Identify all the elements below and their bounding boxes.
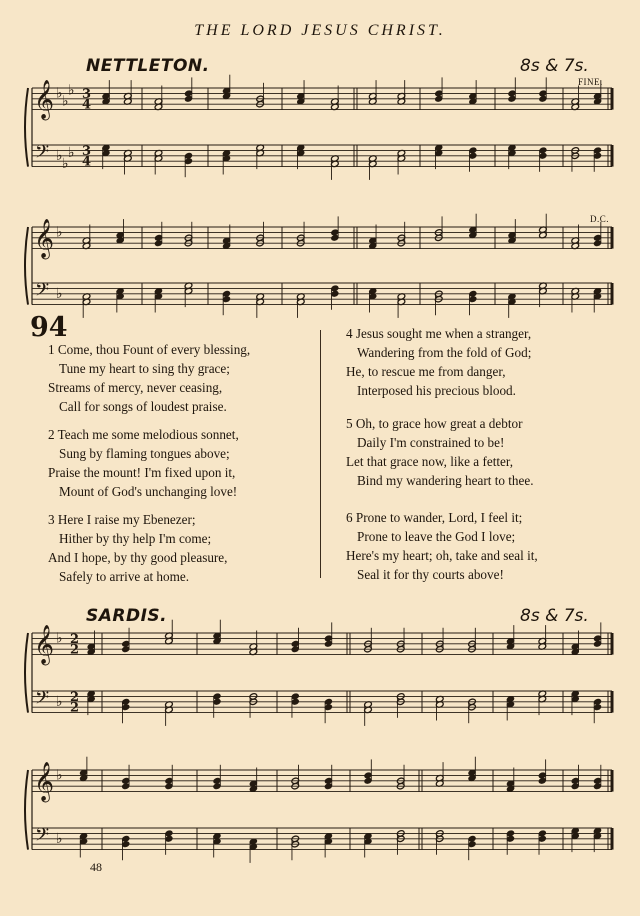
verse-line: 2 Teach me some melodious sonnet, [48, 427, 239, 442]
verse-line: 6 Prone to wander, Lord, I feel it; [346, 510, 523, 525]
verse-line: 5 Oh, to grace how great a debtor [346, 416, 523, 431]
time-signature: 2 [70, 700, 80, 716]
flat-icon: ♭ [56, 85, 63, 102]
time-signature: 3 [82, 143, 92, 159]
flat-icon: ♭ [62, 93, 69, 110]
verse-line: Sung by flaming tongues above; [59, 446, 230, 461]
verse-line: Tune my heart to sing thy grace; [59, 361, 230, 376]
flat-icon: ♭ [56, 693, 63, 710]
tune-name-nettleton: NETTLETON. [86, 56, 210, 76]
verse-line: 3 Here I raise my Ebenezer; [48, 512, 196, 527]
verse-line: Interposed his precious blood. [357, 383, 516, 398]
flat-icon: ♭ [56, 285, 63, 302]
fine-mark: FINE. [578, 77, 603, 87]
flat-icon: ♭ [56, 830, 63, 847]
time-signature: 2 [70, 631, 80, 647]
verse-line: Mount of God's unchanging love! [59, 484, 238, 499]
verse-4 [346, 324, 531, 400]
brace-icon [25, 633, 28, 713]
verse-line: Let that grace now, like a fetter, [346, 454, 514, 469]
flat-icon: ♭ [56, 630, 63, 647]
flat-icon: ♭ [56, 147, 63, 164]
flat-icon: ♭ [62, 155, 69, 172]
verse-line: Here's my heart; oh, take and seal it, [346, 548, 538, 563]
verse-line: Prone to leave the God I love; [357, 529, 516, 544]
verse-line: Hither by thy help I'm come; [59, 531, 212, 546]
time-signature: 2 [70, 642, 80, 658]
tune-name-sardis: SARDIS. [86, 606, 168, 626]
page-header: THE LORD JESUS CHRIST. [194, 22, 446, 39]
treble-clef-icon: 𝄞 [34, 79, 55, 120]
verse-line: Bind my wandering heart to thee. [357, 473, 534, 488]
bass-clef-icon: 𝄢 [35, 280, 50, 306]
time-signature: 4 [82, 154, 92, 170]
verse-2 [48, 425, 239, 501]
bass-clef-icon: 𝄢 [35, 688, 50, 714]
verse-line: Praise the mount! I'm fixed upon it, [48, 465, 236, 480]
time-signature: 3 [82, 86, 92, 102]
verse-line: And I hope, by thy good pleasure, [48, 550, 228, 565]
verse-line: He, to rescue me from danger, [346, 364, 506, 379]
bass-clef-icon: 𝄢 [35, 825, 50, 851]
bass-clef-icon: 𝄢 [35, 142, 50, 168]
verse-3 [48, 510, 227, 586]
time-signature: 2 [70, 689, 80, 705]
time-signature: 4 [82, 97, 92, 113]
flat-icon: ♭ [68, 145, 75, 162]
brace-icon [25, 770, 28, 850]
flat-icon: ♭ [68, 82, 75, 99]
verse-line: Call for songs of loudest praise. [59, 399, 227, 414]
treble-clef-icon: 𝄞 [34, 761, 55, 802]
verse-5 [346, 414, 534, 490]
page-number: 48 [90, 860, 102, 874]
verse-6 [346, 508, 538, 584]
verse-line: Safely to arrive at home. [59, 569, 189, 584]
verse-line: 1 Come, thou Fount of every blessing, [48, 342, 251, 357]
column-divider [320, 330, 321, 578]
verse-1 [48, 340, 250, 416]
verse-line: Wandering from the fold of God; [357, 345, 532, 360]
verse-line: Seal it for thy courts above! [357, 567, 504, 582]
verse-line: Daily I'm constrained to be! [357, 435, 505, 450]
flat-icon: ♭ [56, 767, 63, 784]
treble-clef-icon: 𝄞 [34, 624, 55, 665]
treble-clef-icon: 𝄞 [34, 218, 55, 259]
dc-mark: D.C. [590, 214, 610, 224]
verse-line: 4 Jesus sought me when a stranger, [346, 326, 532, 341]
hymn-number: 94 [30, 312, 68, 343]
brace-icon [25, 227, 28, 305]
flat-icon: ♭ [56, 224, 63, 241]
brace-icon [25, 88, 28, 167]
tune-meter-nettleton: 8s & 7s. [520, 56, 589, 76]
tune-meter-sardis: 8s & 7s. [520, 606, 589, 626]
verse-line: Streams of mercy, never ceasing, [48, 380, 223, 395]
